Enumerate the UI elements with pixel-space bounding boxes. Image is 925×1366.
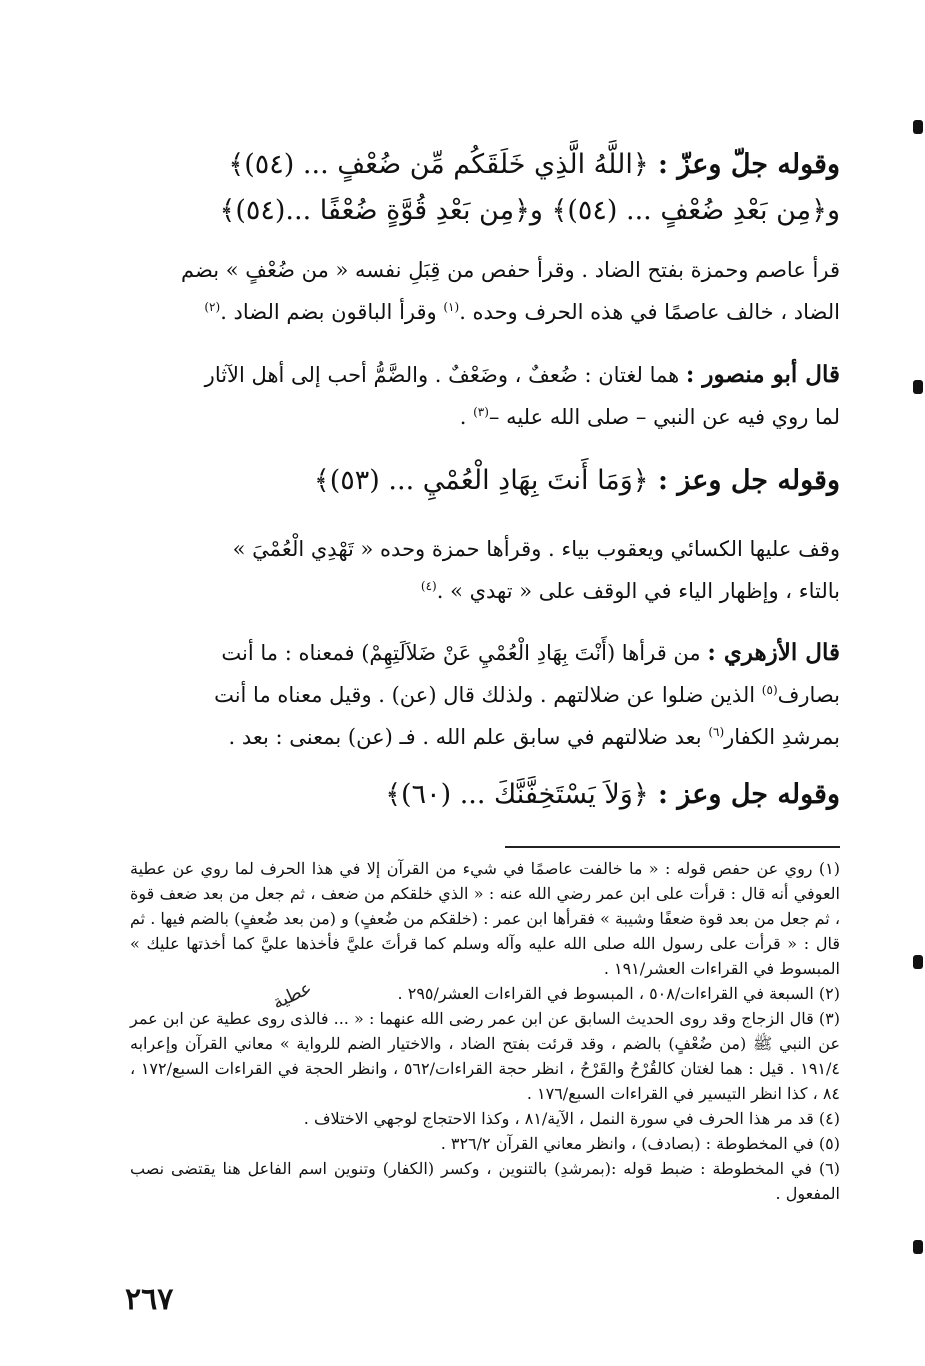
paragraph-2-lead: قال أبو منصور : [685,361,840,388]
page-number: ٢٦٧ [125,1282,174,1317]
paragraph-4-line-1 [130,634,840,672]
paragraph-3-line-1: وقف عليها الكسائي ويعقوب بياء . وقرأها حمزة وحده « تَهْدِي الْعُمْيَ » [232,537,840,561]
paragraph-4 [130,634,840,756]
paragraph-4-text-3a: بمرشدِ الكفار [724,725,840,749]
paragraph-2-text-2: لما روي فيه عن النبي – صلى الله عليه – [488,405,840,429]
verse-2-quran: ﴿وَمَا أَنتَ بِهَادِ الْعُمْيِ ... (٥٣)﴾ [313,465,649,496]
paragraph-2-line-2: لما روي فيه عن النبي – صلى الله عليه –$^{(٣)}$ . [459,405,840,429]
paragraph-1-text-b: وقرأ الباقون بضم الضاد . [220,300,437,324]
paragraph-1-line-1: قرأ عاصم وحمزة بفتح الضاد . وقرأ حفص من قِبَلِ نفسه « من ضُعْفٍ » بضم [181,258,840,282]
footnote-6: (٦) في المخطوطة : ضبط قوله :(بمرشدِ) بالتنوين ، وكسر (الكفار) وتنوين اسم الفاعل هنا يقتضى نصب المفعول . [130,1159,840,1203]
footnotes [130,856,840,1206]
verse-2-line [130,458,840,504]
footnote-2: (٢) السبعة في القراءات/٥٠٨ ، المبسوط في القراءات العشر/٢٩٥ . [397,984,840,1003]
paragraph-4-text-2a: بصارف [777,683,840,707]
footnote-ref-4: (٤) [420,579,437,593]
margin-mark [913,1240,923,1254]
paragraph-4-lead: قال الأزهري : [707,639,840,666]
verse-heading-3 [130,772,840,818]
verse-heading-1 [130,142,840,234]
footnote-ref-3: (٣) [473,405,489,419]
verse-1-lead: وقوله جلّ وعزّ : [658,149,840,180]
footnote-5: (٥) في المخطوطة : (بصادف) ، وانظر معاني القرآن ٣٢٦/٢ . [440,1134,840,1153]
footnote-ref-1: (١) [443,300,460,314]
margin-mark [913,380,923,394]
verse-3-quran: ﴿وَلاَ يَسْتَخِفَّنَّكَ ... (٦٠)﴾ [385,779,649,810]
paragraph-3-line-2 [130,568,840,610]
paragraph-4-line-3 [130,714,840,756]
verse-2-lead: وقوله جل وعز : [658,465,840,496]
footnote-1: (١) روي عن حفص قوله : « ما خالفت عاصمًا في شيء من القرآن إلا في هذا الحرف لما روي عن عطية العوفي أنه قال : قرأت على ابن عمر رضي الله عنه : « الذي خلقكم من ضعف ، ثم جعل من بعد ضعف قوة ، ثم جعل من بعد قوة ضعفًا وشيبة » فقرأها ابن عمر : (خلقكم من ضُعفٍ) و (من بعد ضُعفٍ) بالضم فيها . ثم قال : « قرأت على رسول الله صلى الله عليه وآله وسلم كما قرأتَ عليَّ فأخذها عليَّ كما أخذتها عليك » المبسوط في القراءات العشر/١٩١ . [130,859,840,978]
handwritten-note: عطية [269,977,316,1014]
footnote-separator [505,846,840,848]
paragraph-4-text-3b: بعد ضلالتهم في سابق علم الله . فـ (عن) بمعنى : بعد . [228,725,702,749]
footnote-ref-6: (٦) [708,725,725,739]
paragraph-1-text-a: الضاد ، خالف عاصمًا في هذه الحرف وحده . [459,300,840,324]
paragraph-2-line-1 [130,356,840,394]
paragraph-3-text: بالتاء ، وإظهار الياء في الوقف على « تهدي » . [436,579,840,603]
verse-1-quran: ﴿اللَّهُ الَّذِي خَلَقَكُم مِّن ضُعْفٍ ... (٥٤)﴾ [228,149,649,180]
verse-3-line [130,772,840,818]
verse-1-line-2: و﴿مِن بَعْدِ ضُعْفٍ ... (٥٤)﴾ و﴿مِن بَعْدِ قُوَّةٍ ضُعْفًا ...(٥٤)﴾ [219,195,840,226]
verse-heading-2 [130,458,840,504]
paragraph-4-text-2b: الذين ضلوا عن ضلالتهم . ولذلك قال (عن) . وقيل معناه ما أنت [214,683,756,707]
verse-3-lead: وقوله جل وعز : [658,779,840,810]
paragraph-1 [130,252,840,331]
margin-mark [913,955,923,969]
paragraph-2-text: هما لغتان : ضُعفٌ ، وضَعْفٌ . والضَّمُّ أحب إلى أهل الآثار [204,363,680,387]
footnote-ref-5: (٥) [761,683,778,697]
paragraph-3 [130,531,840,610]
verse-1-line-1 [130,142,840,188]
paragraph-2 [130,356,840,436]
footnote-4: (٤) قد مر هذا الحرف في سورة النمل ، الآية/٨١ ، وكذا الاحتجاج لوجهي الاختلاف . [303,1109,840,1128]
margin-mark [913,120,923,134]
footnote-3: (٣) قال الزجاج وقد روى الحديث السابق عن ابن عمر رضى الله عنهما : « ... فالذى روى عطية عن ابن عمر عن النبي ﷺ (من ضُعْفٍ) بالضم ، وقد قرئت بفتح الضاد ، والاختيار الضم للرواية » معاني القرآن وإعرابه ١٩١/٤ . قيل : هما لغتان كالقُرْحُ والقَرْحُ ، انظر حجة القراءات/٥٦٢ ، وانظر الحجة في القراءات السبع/١٧٢ ، ٨٤ ، كذا انظر التيسير في القراءات السبع/١٧٦ . [130,1009,841,1103]
paragraph-4-line-2 [130,672,840,714]
footnote-ref-2: (٢) [204,300,221,314]
paragraph-1-line-2 [130,289,840,331]
paragraph-4-text: من قرأها (أَنْتَ بِهَادِ الْعُمْيِ عَنْ ضَلاَلَتِهِمْ) فمعناه : ما أنت [221,641,701,665]
